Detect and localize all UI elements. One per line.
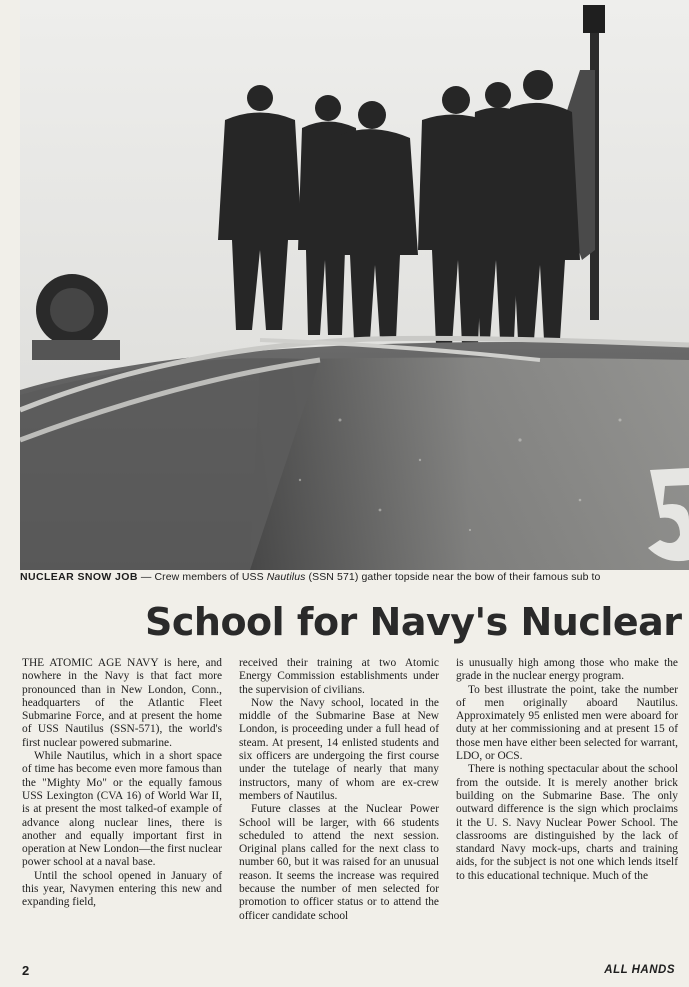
col3-paragraph-2: To best illustrate the point, take the number of men originally aboard Nautilus. Approximately 95 enlisted men were aboard for duty at her commissioning and at present 15 of those men have either been selected for warrant, LDO, or OCS. xyxy=(456,683,678,763)
col1-paragraph-3: Until the school opened in January of this year, Navymen entering this new and expanding field, xyxy=(22,869,222,909)
magazine-name: ALL HANDS xyxy=(604,964,675,976)
col2-paragraph-1: received their training at two Atomic Energy Commission establishments under the supervision of civilians. xyxy=(239,657,439,696)
photo-caption xyxy=(20,571,689,587)
caption-dash: — Crew members of USS xyxy=(137,571,267,583)
page-number: 2 xyxy=(22,963,30,978)
col3-paragraph-1: is unusually high among those who make the grade in the nuclear energy program. xyxy=(456,657,678,683)
article-column-1 xyxy=(22,657,222,910)
article-headline: School for Navy's Nuclear xyxy=(145,600,682,644)
col1-paragraph-1: THE ATOMIC AGE NAVY is here, and nowhere in the Navy is that fact more pronounced than in New London, Conn., headquarters of the Atlantic Fleet Submarine Force, and at present the home of USS Nautilus (SSN-571), the world's first nuclear powered submarine. xyxy=(22,657,222,749)
caption-ship-name: Nautilus xyxy=(266,571,306,583)
col3-paragraph-3: There is nothing spectacular about the school from the outside. It is merely another brick building on the Submarine Base. The only outward difference is the sign which proclaims it the U. S. Navy Nuclear Power School. The classrooms are distinguished by the lack of standard Navy mock-ups, charts and training aids, for the subject is not one which lends itself to this educational technique. Much of the xyxy=(456,763,678,882)
col1-paragraph-2: While Nautilus, which in a short space of time has become even more famous than the "Mighty Mo" or the equally famous USS Lexington (CVA 16) of World War II, is at present the most talked-of example of advance along nuclear lines, there is another and equally important first in operation at New London—the first nuclear power school at a naval base. xyxy=(22,750,222,869)
col2-paragraph-3: Future classes at the Nuclear Power School will be larger, with 66 students scheduled to attend the next session. Original plans called for the next class to number 60, but it was raised for an unusual reason. It seems the increase was required because the number of men selected for promotion to officer status or to attend the officer candidate school xyxy=(239,803,439,922)
submarine-crew-photo xyxy=(20,0,689,570)
caption-rest: (SSN 571) gather topside near the bow of their famous sub to xyxy=(305,571,601,583)
article-column-2 xyxy=(239,657,439,923)
caption-lead: NUCLEAR SNOW JOB xyxy=(20,571,138,583)
col2-paragraph-2: Now the Navy school, located in the middle of the Submarine Base at New London, is proceeding under a full head of steam. At present, 14 enlisted students and six officers are undergoing the first course under the tutelage of nearly that many instructors, many of whom are ex-crew members of Nautilus. xyxy=(239,696,439,802)
cover-photo xyxy=(20,0,689,570)
article-column-3 xyxy=(456,657,678,883)
